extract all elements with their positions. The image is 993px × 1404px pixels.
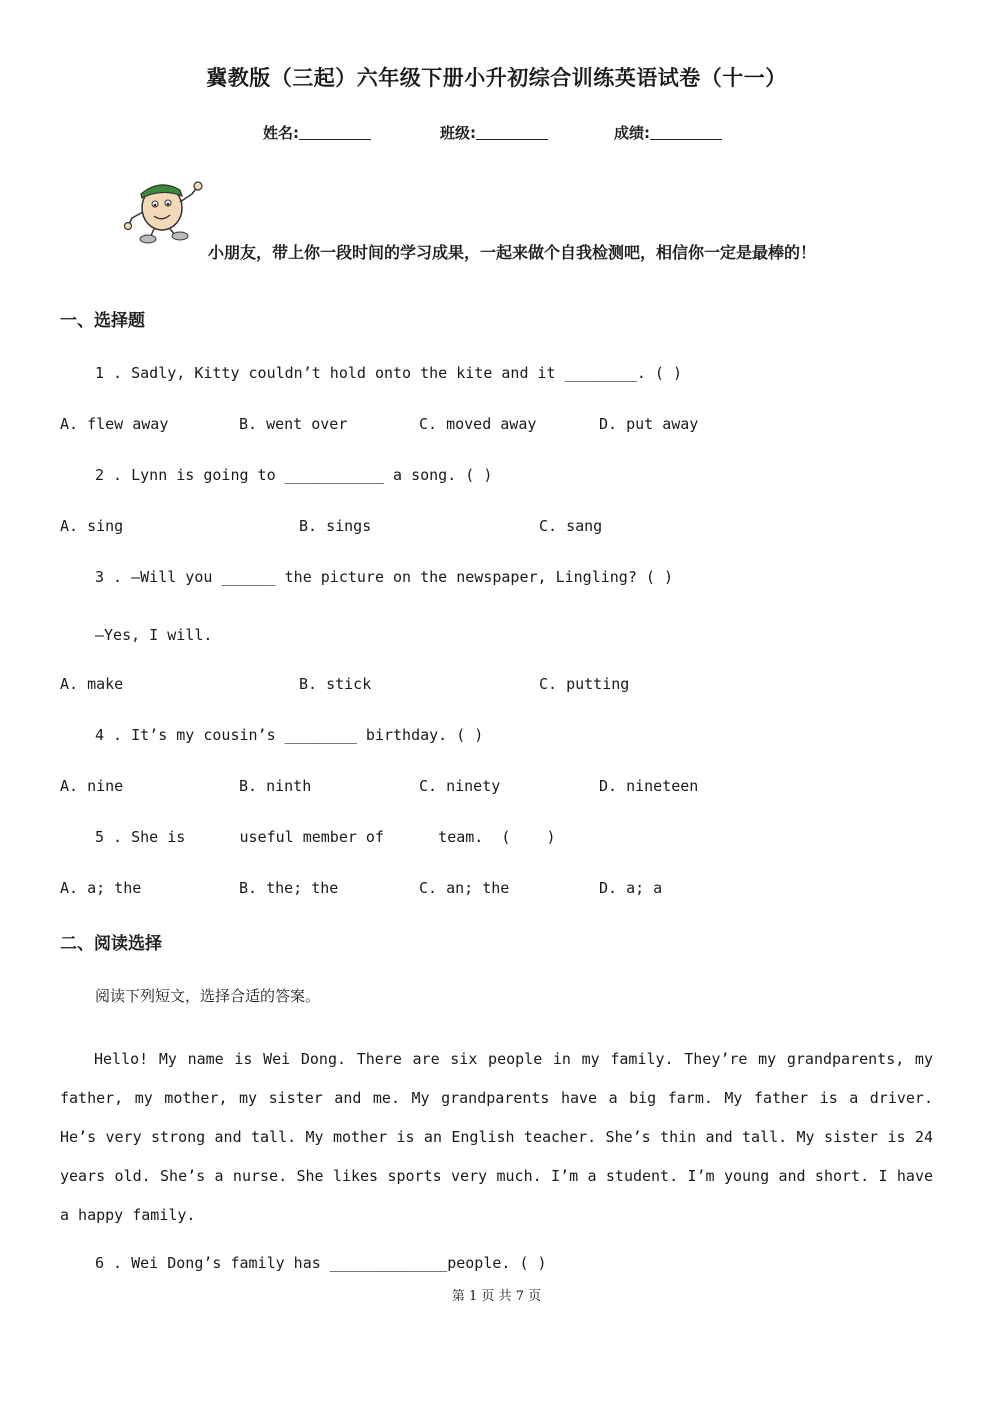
question-3-answer-line: —Yes, I will. — [95, 626, 213, 644]
reading-passage — [60, 1040, 933, 1235]
class-label: 班级: — [440, 124, 476, 142]
q2-option-c[interactable]: C. sang — [539, 517, 603, 535]
q3-option-c[interactable]: C. putting — [539, 675, 630, 693]
question-6: 6 . Wei Dong’s family has _____________people. ( ) — [95, 1254, 547, 1272]
cartoon-boy-icon — [124, 176, 206, 244]
q4-option-c[interactable]: C. ninety — [419, 777, 501, 795]
q4-option-b[interactable]: B. ninth — [239, 777, 312, 795]
section-heading-reading: 二、阅读选择 — [60, 934, 162, 954]
score-field[interactable] — [614, 122, 722, 143]
q1-option-d[interactable]: D. put away — [599, 415, 699, 433]
q2-option-b[interactable]: B. sings — [299, 517, 372, 535]
q3-option-a[interactable]: A. make — [60, 675, 124, 693]
q3-option-b[interactable]: B. stick — [299, 675, 372, 693]
name-label: 姓名: — [263, 124, 299, 142]
q1-option-c[interactable]: C. moved away — [419, 415, 537, 433]
question-4: 4 . It’s my cousin’s ________ birthday. ( ) — [95, 726, 484, 744]
question-1: 1 . Sadly, Kitty couldn’t hold onto the kite and it ________. ( ) — [95, 364, 682, 382]
question-3: 3 . —Will you ______ the picture on the newspaper, Lingling? ( ) — [95, 568, 673, 586]
q5-option-b[interactable]: B. the; the — [239, 879, 339, 897]
q1-option-a[interactable]: A. flew away — [60, 415, 169, 433]
reading-instruction: 阅读下列短文，选择合适的答案。 — [95, 987, 321, 1005]
q1-option-b[interactable]: B. went over — [239, 415, 348, 433]
q4-option-a[interactable]: A. nine — [60, 777, 124, 795]
section-heading-choice: 一、选择题 — [60, 311, 145, 331]
q5-option-d[interactable]: D. a; a — [599, 879, 663, 897]
class-blank[interactable] — [476, 125, 548, 140]
page-footer: 第 1 页 共 7 页 — [451, 1289, 542, 1304]
name-blank[interactable] — [299, 125, 371, 140]
score-blank[interactable] — [650, 125, 722, 140]
name-field[interactable] — [263, 122, 371, 143]
page-title: 冀教版（三起）六年级下册小升初综合训练英语试卷（十一） — [206, 66, 787, 90]
passage-text: Hello! My name is Wei Dong. There are six people in my family. They’re my grandparents, my father, my mother, my sister and me. My grandparents have a big farm. My father is a driver. He’s very strong and tall. My mother is an English teacher. She’s thin and tall. My sister is 24 years old. She’s a nurse. She likes sports very much. I’m a student. I’m young and short. I have a happy family. — [60, 1050, 933, 1224]
encouragement-text: 小朋友，带上你一段时间的学习成果，一起来做个自我检测吧，相信你一定是最棒的！ — [208, 243, 817, 262]
q2-option-a[interactable]: A. sing — [60, 517, 124, 535]
question-5: 5 . She is useful member of team. ( ) — [95, 828, 556, 846]
q5-option-a[interactable]: A. a; the — [60, 879, 142, 897]
question-2: 2 . Lynn is going to ___________ a song. ( ) — [95, 466, 493, 484]
q4-option-d[interactable]: D. nineteen — [599, 777, 699, 795]
class-field[interactable] — [440, 122, 548, 143]
q5-option-c[interactable]: C. an; the — [419, 879, 510, 897]
score-label: 成绩: — [614, 124, 650, 142]
